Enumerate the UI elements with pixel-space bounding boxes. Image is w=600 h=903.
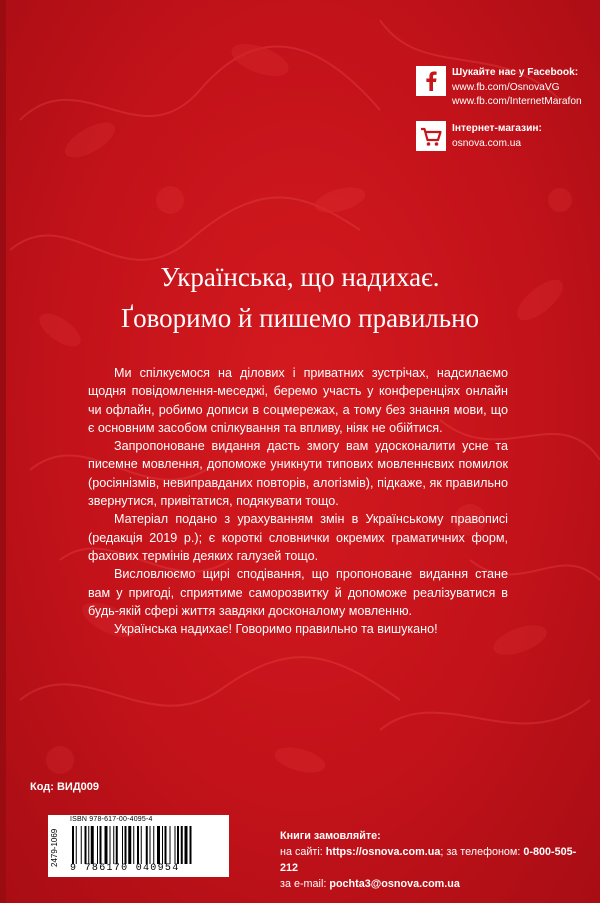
- order-heading: Книги замовляйте:: [280, 830, 381, 842]
- annotation-text: [88, 364, 508, 638]
- facebook-label: Шукайте нас у Facebook:: [452, 67, 579, 78]
- product-code: Код: ВИД009: [30, 781, 100, 793]
- order-phone-label: ; за телефоном:: [440, 846, 521, 858]
- side-code-text: 2479-1069: [50, 828, 59, 867]
- order-site-label: на сайті:: [280, 846, 323, 858]
- side-code: [48, 815, 66, 877]
- barcode: [66, 815, 229, 877]
- order-site-link[interactable]: https://osnova.com.ua: [325, 846, 441, 858]
- facebook-info: [452, 66, 598, 110]
- shop-label: Інтернет-магазин:: [452, 123, 542, 134]
- shop-link[interactable]: osnova.com.ua: [452, 137, 522, 149]
- annotation-paragraph-3: Матеріал подано з урахуванням змін в Українському правописі (редакція 2019 р.); є короткі словнички окремих граматичних форм, фахових термінів деяких галузей тощо.: [88, 512, 508, 563]
- ean-digits: 9 786170 040954: [70, 863, 180, 874]
- order-phone[interactable]: 0-800-505-212: [280, 846, 577, 874]
- spine-edge: [0, 0, 6, 903]
- isbn-text: ISBN 978-617-00-4095-4: [70, 816, 153, 823]
- annotation-paragraph-4: Висловлюємо щирі сподівання, що пропоноване видання стане вам у пригоді, сприятиме саморозвитку й допоможе реалізуватися в будь-якій сфері життя завдяки досконалому мовленню.: [88, 567, 508, 618]
- order-email[interactable]: pochta3@osnova.com.ua: [329, 878, 460, 890]
- annotation-paragraph-1: Ми спілкуємося на ділових і приватних зустрічах, надсилаємо щодня повідомлення-меседжі, беремо участь у конференціях онлайн чи офлайн, робимо дописи в соцмережах, а тому без знання мови, що є основним засобом спілкування та впливу, ніяк не обійтися.: [88, 366, 508, 435]
- shop-info: [452, 122, 598, 151]
- cart-icon[interactable]: [416, 121, 446, 151]
- facebook-link-1[interactable]: www.fb.com/OsnovaVG: [452, 81, 560, 93]
- annotation-paragraph-5: Українська надихає! Говоримо правильно та вишукано!: [114, 622, 438, 637]
- facebook-link-2[interactable]: www.fb.com/InternetMarafon: [452, 96, 582, 107]
- book-title-line-1: Українська, що надихає.: [160, 262, 440, 292]
- book-title-line-2: Ґоворимо й пишемо правильно: [120, 303, 480, 333]
- facebook-icon[interactable]: [416, 66, 446, 96]
- annotation-paragraph-2: Запропоноване видання дасть змогу вам удосконалити усне та писемне мовлення, допоможе уникнути типових мовленнєвих помилок (росіянізмів, невиправданих повторів, алогізмів), підкаже, як правильно звернутися, привітатися, подякувати тощо.: [88, 439, 508, 509]
- barcode-bars: [72, 826, 223, 864]
- order-info: [280, 828, 590, 892]
- order-email-label: за e-mail:: [280, 878, 327, 890]
